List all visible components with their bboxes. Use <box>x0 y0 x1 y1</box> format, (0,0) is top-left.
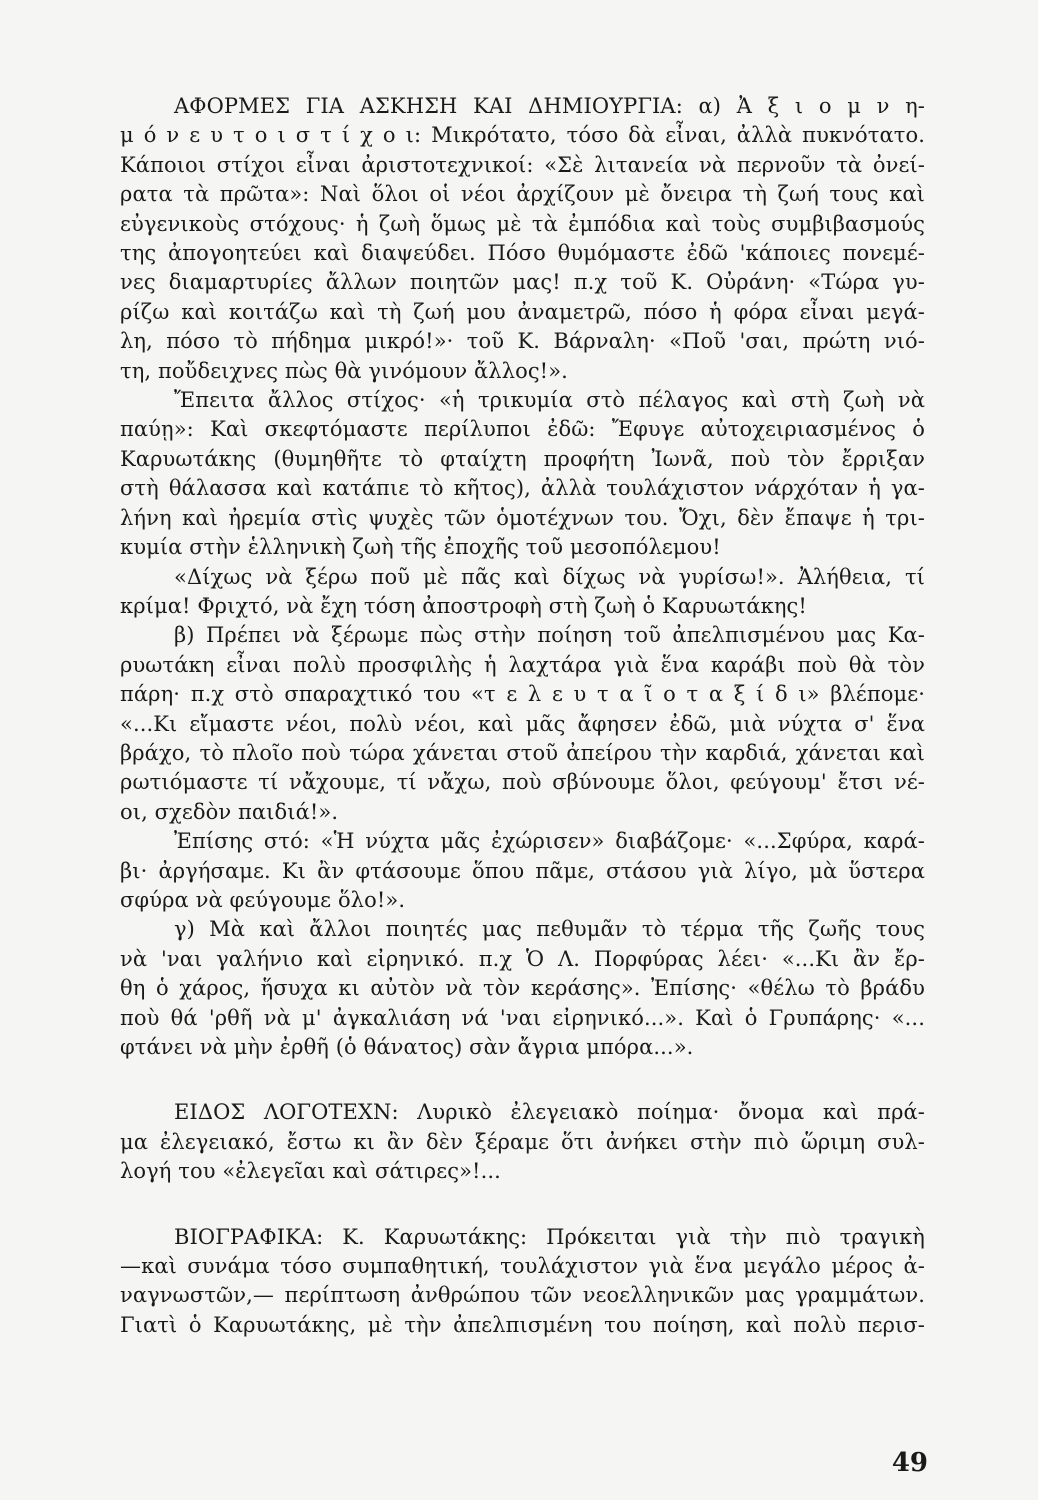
text-line: ποὺ θά 'ρθῆ νὰ μ' ἀγκαλιάση νά 'ναι εἰρηνικό...». Καὶ ὁ Γρυπάρης· «... <box>120 1005 925 1030</box>
text-line: Καρυωτάκης (θυμηθῆτε τὸ φταίχτη προφήτη Ἰωνᾶ, ποὺ τὸν ἔρριξαν <box>120 446 925 471</box>
text-line: «...Κι εἴμαστε νέοι, πολὺ νέοι, καὶ μᾶς ἄφησεν ἐδῶ, μιὰ νύχτα σ' ἕνα <box>120 711 925 736</box>
text-line: Ἔπειτα ἄλλος στίχος· «ἡ τρικυμία στὸ πέλαγος καὶ στὴ ζωὴ νὰ <box>174 388 925 413</box>
text-line: «Δίχως νὰ ξέρω ποῦ μὲ πᾶς καὶ δίχως νὰ γυρίσω!». Ἀλήθεια, τί <box>174 564 925 589</box>
text-line: ΒΙΟΓΡΑΦΙΚΑ: Κ. Καρυωτάκης: Πρόκειται γιὰ τὴν πιὸ τραγικὴ <box>174 1224 925 1249</box>
text-line: ρωτιόμαστε τί νἄχουμε, τί νἄχω, ποὺ σβύνουμε ὅλοι, φεύγουμ' ἔτσι νέ- <box>120 770 925 795</box>
text-line: ρίζω καὶ κοιτάζω καὶ τὴ ζωή μου ἀναμετρῶ, πόσο ἡ φόρα εἶναι μεγά- <box>120 299 925 324</box>
text-line: κυμία στὴν ἑλληνικὴ ζωὴ τῆς ἐποχῆς τοῦ μεσοπόλεμου! <box>120 535 721 560</box>
text-line: β) Πρέπει νὰ ξέρωμε πὼς στὴν ποίηση τοῦ ἀπελπισμένου μας Κα- <box>174 623 925 648</box>
text-line: οι, σχεδὸν παιδιά!». <box>120 799 339 824</box>
text-line: λήνη καὶ ἠρεμία στὶς ψυχὲς τῶν ὁμοτέχνων του. Ὄχι, δὲν ἔπαψε ἡ τρι- <box>120 505 925 530</box>
text-line: ΕΙΔΟΣ ΛΟΓΟΤΕΧΝ: Λυρικὸ ἐλεγειακὸ ποίημα· ὄνομα καὶ πρά- <box>174 1100 925 1125</box>
text-column <box>120 92 925 1340</box>
text-line: ρυωτάκη εἶναι πολὺ προσφιλὴς ἡ λαχτάρα γιὰ ἕνα καράβι ποὺ θὰ τὸν <box>120 652 925 677</box>
text-line: λη, πόσο τὸ πήδημα μικρό!»· τοῦ Κ. Βάρναλη· «Ποῦ 'σαι, πρώτη νιό- <box>120 329 925 354</box>
text-line: ναγνωστῶν,— περίπτωση ἀνθρώπου τῶν νεοελληνικῶν μας γραμμάτων. <box>120 1283 925 1308</box>
text-line: Ἐπίσης στό: «Ἡ νύχτα μᾶς ἐχώρισεν» διαβάζομε· «...Σφύρα, καρά- <box>174 829 925 854</box>
text-line: σφύρα νὰ φεύγουμε ὅλο!». <box>120 887 406 912</box>
text-line: Γιατὶ ὁ Καρυωτάκης, μὲ τὴν ἀπελπισμένη του ποίηση, καὶ πολὺ περισ- <box>120 1312 925 1337</box>
text-line: —καὶ συνάμα τόσο συμπαθητική, τουλάχιστον γιὰ ἕνα μεγάλο μέρος ἀ- <box>120 1254 925 1279</box>
text-line: κρίμα! Φριχτό, νὰ ἔχη τόση ἀποστροφὴ στὴ ζωὴ ὁ Καρυωτάκης! <box>120 593 807 618</box>
text-line: εὐγενικοὺς στόχους· ἡ ζωὴ ὅμως μὲ τὰ ἐμπόδια καὶ τοὺς συμβιβασμούς <box>120 211 925 236</box>
text-line: νὰ 'ναι γαλήνιο καὶ εἰρηνικό. π.χ Ὁ Λ. Πορφύρας λέει· «...Κι ἂν ἔρ- <box>120 946 925 971</box>
text-line: βι· ἀργήσαμε. Κι ἂν φτάσουμε ὅπου πᾶμε, στάσου γιὰ λίγο, μὰ ὕστερα <box>120 858 925 883</box>
text-line: μα ἐλεγειακό, ἔστω κι ἂν δὲν ξέραμε ὅτι ἀνήκει στὴν πιὸ ὥριμη συλ- <box>120 1129 925 1154</box>
text-line: Κάποιοι στίχοι εἶναι ἀριστοτεχνικοί: «Σὲ λιτανεία νὰ περνοῦν τὰ ὀνεί- <box>120 152 925 177</box>
page-number: 49 <box>891 1448 928 1478</box>
text-line: της ἀπογοητεύει καὶ διαψεύδει. Πόσο θυμόμαστε ἐδῶ 'κάποιες πονεμέ- <box>120 241 925 266</box>
text-line: φτάνει νὰ μὴν ἐρθῆ (ὁ θάνατος) σὰν ἄγρια μπόρα...». <box>120 1035 694 1059</box>
text-line: στὴ θάλασσα καὶ κατάπιε τὸ κῆτος), ἀλλὰ τουλάχιστον νάρχόταν ἡ γα- <box>120 476 925 501</box>
text-line: βράχο, τὸ πλοῖο ποὺ τώρα χάνεται στοῦ ἀπείρου τὴν καρδιά, χάνεται καὶ <box>120 740 925 765</box>
text-line: παύῃ»: Καὶ σκεφτόμαστε περίλυποι ἐδῶ: Ἔφυγε αὐτοχειριασμένος ὁ <box>120 417 925 442</box>
text-line: πάρη· π.χ στὸ σπαραχτικό του «τ ε λ ε υ τ α ῖ ο τ α ξ ί δ ι» βλέπομε· <box>120 682 925 707</box>
text-line: ΑΦΟΡΜΕΣ ΓΙΑ ΑΣΚΗΣΗ ΚΑΙ ΔΗΜΙΟΥΡΓΙΑ: α) Ἀ ξ ι ο μ ν η- <box>174 94 925 118</box>
text-line: ρατα τὰ πρῶτα»: Ναὶ ὅλοι οἱ νέοι ἀρχίζουν μὲ ὄνειρα τὴ ζωή τους καὶ <box>120 182 925 207</box>
text-line: νες διαμαρτυρίες ἄλλων ποιητῶν μας! π.χ τοῦ Κ. Οὐράνη· «Τώρα γυ- <box>120 270 925 295</box>
text-line: θη ὁ χάρος, ἥσυχα κι αὐτὸν νὰ τὸν κεράσης». Ἐπίσης· «θέλω τὸ βράδυ <box>120 976 925 1001</box>
text-line: τη, ποὔδειχνες πὼς θὰ γινόμουν ἄλλος!». <box>120 358 568 383</box>
text-line: γ) Μὰ καὶ ἄλλοι ποιητές μας πεθυμᾶν τὸ τέρμα τῆς ζωῆς τους <box>174 917 925 942</box>
text-line: μ ό ν ε υ τ ο ι σ τ ί χ ο ι: Μικρότατο, τόσο δὰ εἶναι, ἀλλὰ πυκνότατο. <box>120 123 925 148</box>
text-line: λογή του «ἐλεγεῖαι καὶ σάτιρες»!... <box>120 1159 501 1184</box>
